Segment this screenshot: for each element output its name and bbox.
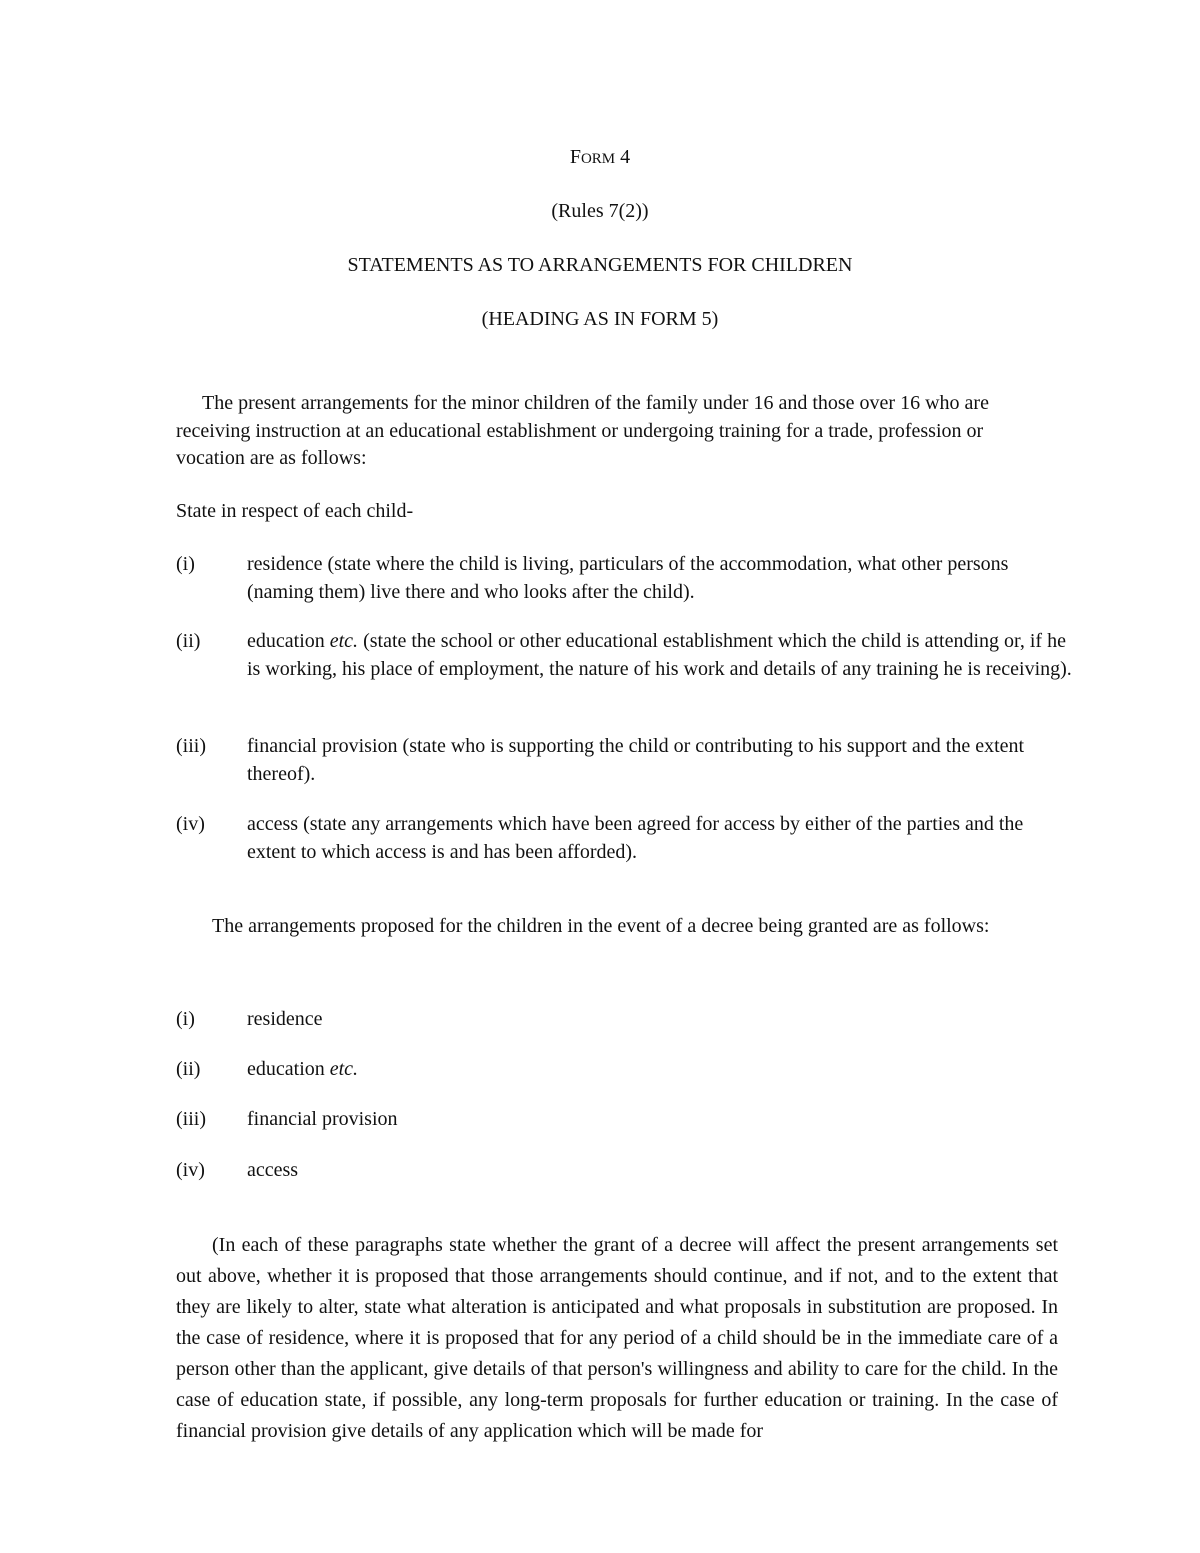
item-number: (i) xyxy=(176,1008,195,1030)
item-text xyxy=(247,628,1077,683)
item-rest: (state the school or other educational establishment which the child is attending or, if he is working, his place of employment, the nature of his work and details of any training he is receiving). xyxy=(247,630,1072,680)
item-lead: residence xyxy=(247,553,323,575)
rules-line: (Rules 7(2)) xyxy=(551,200,649,222)
item-text xyxy=(247,1056,1077,1084)
item-lead: access xyxy=(247,1159,299,1181)
closing-paragraph xyxy=(176,1230,1058,1447)
form-title-initial: F xyxy=(569,146,581,168)
item-rest: (state any arrangements which have been agreed for access by either of the parties and the extent to which access is and has been afforded). xyxy=(247,813,1024,863)
intro-paragraph xyxy=(176,390,1056,473)
item-text xyxy=(247,551,1077,606)
item-rest: (state where the child is living, particulars of the accommodation, what other persons (naming them) live there and who looks after the child). xyxy=(247,553,1009,603)
item-text xyxy=(247,733,1077,788)
item-number: (iv) xyxy=(176,813,205,835)
item-lead: residence xyxy=(247,1008,323,1030)
item-number: (ii) xyxy=(176,630,201,652)
heading-note: (HEADING AS IN FORM 5) xyxy=(481,308,719,330)
closing-paragraph-text: (In each of these paragraphs state whether the grant of a decree will affect the present arrangements set out above, whether it is proposed that those arrangements should continue, and if not, and to the extent that they are likely to alter, state what alteration is anticipated and what proposals in substitution are proposed. In the case of residence, where it is proposed that for any period of a child should be in the immediate care of a person other than the applicant, give details of that person's willingness and ability to care for the child. In the case of education state, if possible, any long-term proposals for further education or training. In the case of financial provision give details of any application which will be made for xyxy=(176,1234,1058,1442)
item-text xyxy=(247,811,1077,866)
form-title-rest: ORM xyxy=(580,151,616,167)
state-line: State in respect of each child- xyxy=(176,500,414,522)
main-title: STATEMENTS AS TO ARRANGEMENTS FOR CHILDREN xyxy=(347,254,853,276)
item-rest: (state who is supporting the child or contributing to his support and the extent thereof). xyxy=(247,735,1025,785)
item-lead: financial provision xyxy=(247,1108,398,1130)
item-number: (iii) xyxy=(176,735,206,757)
item-number: (iv) xyxy=(176,1159,205,1181)
item-lead: access xyxy=(247,813,299,835)
proposed-paragraph xyxy=(176,911,1056,942)
item-lead: education xyxy=(247,1058,330,1080)
form-title xyxy=(0,144,1200,172)
item-text xyxy=(247,1157,1077,1185)
item-text xyxy=(247,1006,1077,1034)
item-italic: etc. xyxy=(329,630,359,652)
form-number: 4 xyxy=(620,146,631,168)
intro-paragraph-text: The present arrangements for the minor children of the family under 16 and those over 16 who are receiving instruction at an educational establishment or undergoing training for a trade, profession or vocation are as follows: xyxy=(176,392,989,469)
item-number: (ii) xyxy=(176,1058,201,1080)
item-italic: etc. xyxy=(329,1058,359,1080)
item-text xyxy=(247,1106,1077,1134)
item-lead: financial provision xyxy=(247,735,398,757)
proposed-paragraph-text: The arrangements proposed for the children in the event of a decree being granted are as follows: xyxy=(212,915,990,937)
item-lead: education xyxy=(247,630,330,652)
item-number: (i) xyxy=(176,553,195,575)
item-number: (iii) xyxy=(176,1108,206,1130)
